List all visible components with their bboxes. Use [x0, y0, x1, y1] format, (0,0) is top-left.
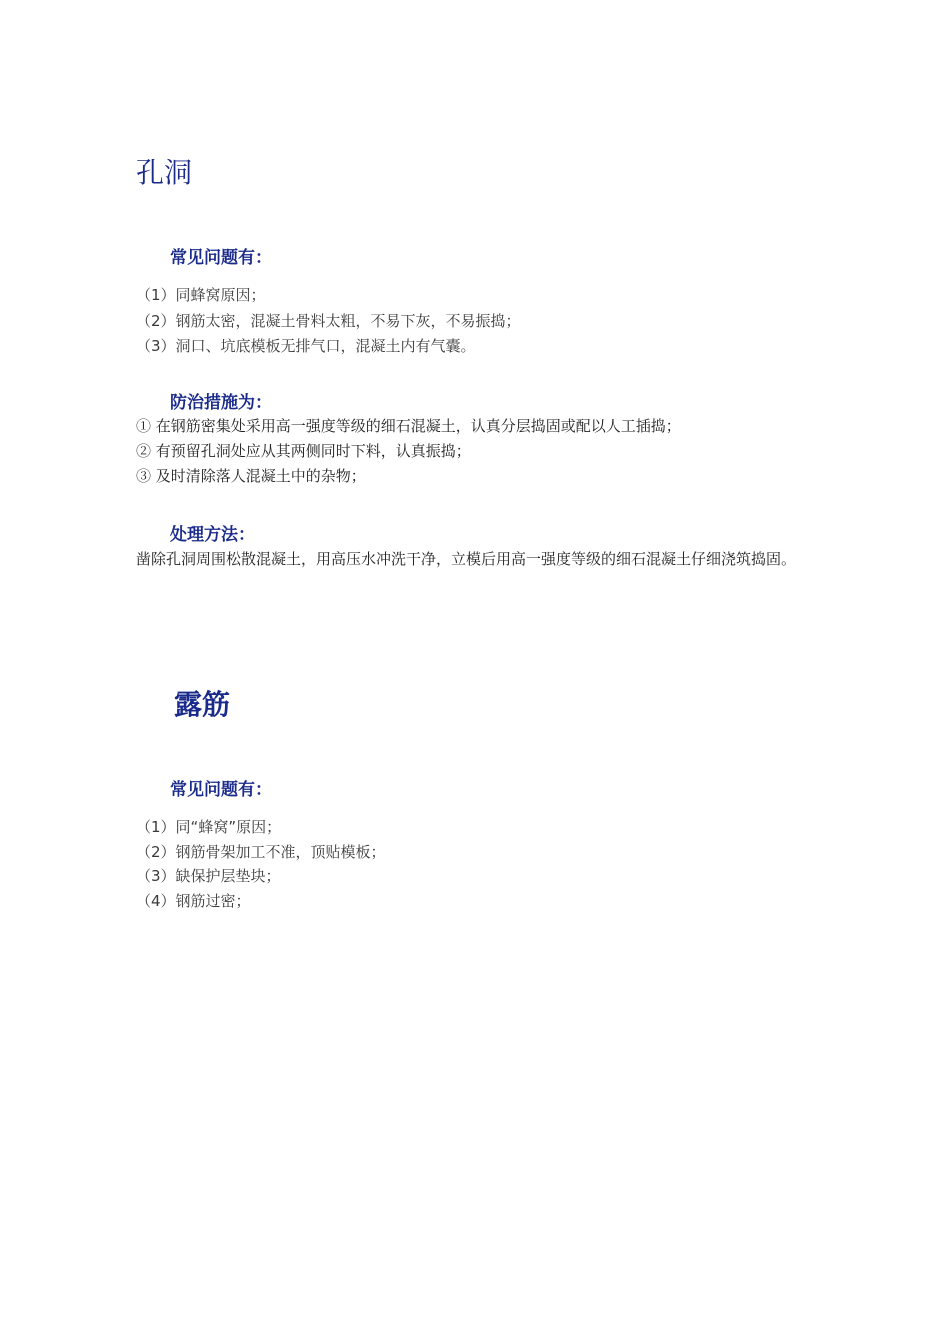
section1-prevention-item: ① 在钢筋密集处采用高一强度等级的细石混凝土，认真分层捣固或配以人工插捣；	[136, 417, 681, 435]
section2-common-item: （4）钢筋过密；	[136, 892, 251, 910]
section2-common-item: （2）钢筋骨架加工不准，顶贴模板；	[136, 843, 386, 861]
section1-common-item: （1）同蜂窝原因；	[136, 286, 266, 304]
section2-common-item: （1）同“蜂窝”原因；	[136, 818, 282, 836]
section2-common-item: （3）缺保护层垫块；	[136, 867, 281, 885]
section1-common-item: （3）洞口、坑底模板无排气口，混凝土内有气囊。	[136, 337, 476, 355]
section1-common-item: （2）钢筋太密，混凝土骨料太粗，不易下灰，不易振捣；	[136, 312, 521, 330]
section1-common-heading: 常见问题有：	[170, 248, 272, 268]
section1-prevention-heading: 防治措施为：	[170, 393, 272, 413]
section1-treatment-heading: 处理方法：	[170, 525, 255, 545]
section1-prevention-item: ③ 及时清除落人混凝土中的杂物；	[136, 467, 366, 485]
section1-title: 孔洞	[136, 156, 193, 189]
section1-treatment-text: 凿除孔洞周围松散混凝土，用高压水冲洗干净，立模后用高一强度等级的细石混凝土仔细浇筑捣固。	[136, 550, 797, 568]
section2-common-heading: 常见问题有：	[170, 780, 272, 800]
section1-prevention-item: ② 有预留孔洞处应从其两侧同时下料，认真振捣；	[136, 442, 471, 460]
section2-title: 露筋	[174, 688, 231, 721]
